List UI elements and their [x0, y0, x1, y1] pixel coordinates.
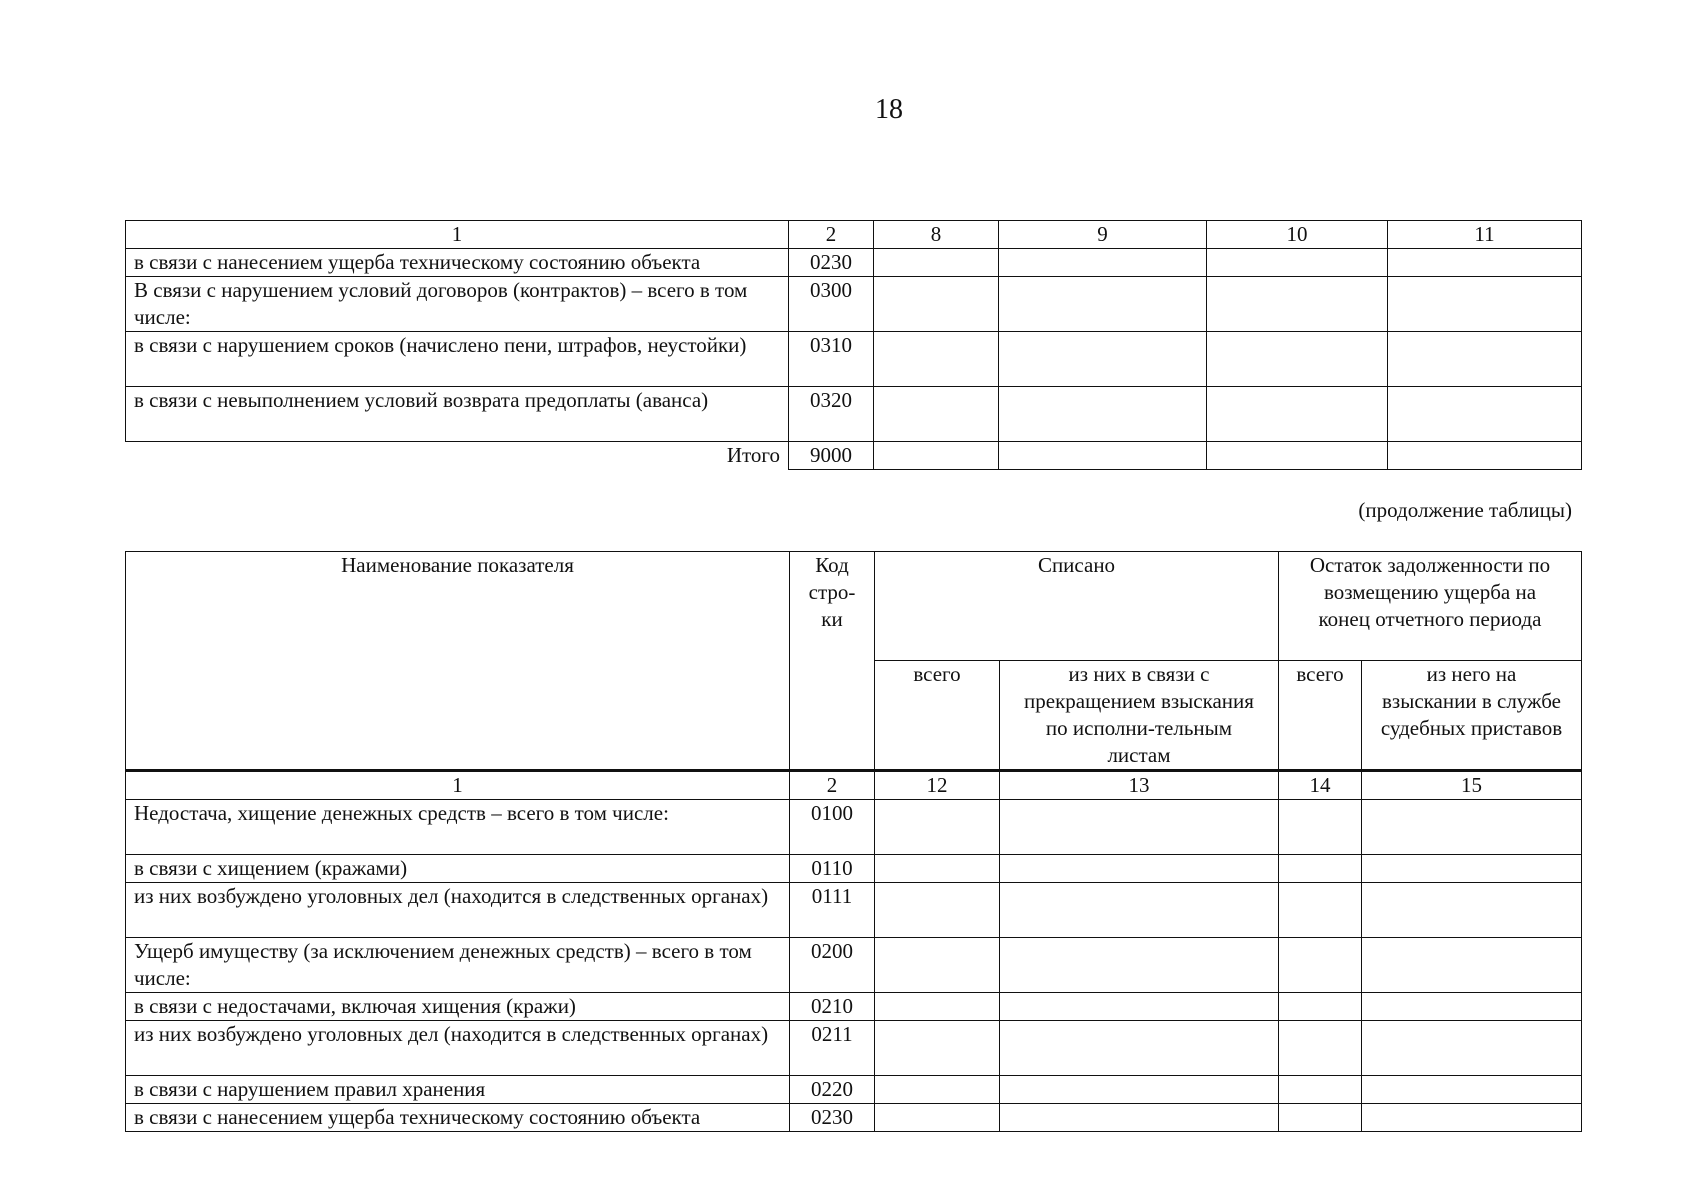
code-header-text: Код стро-ки — [808, 553, 856, 631]
indicator-header: Наименование показателя — [126, 552, 790, 771]
indicator-name: в связи с нарушением правил хранения — [126, 1076, 790, 1104]
value-cell[interactable] — [1388, 277, 1582, 332]
value-cell[interactable] — [1279, 1076, 1362, 1104]
value-cell[interactable] — [875, 800, 1000, 855]
value-cell[interactable] — [875, 883, 1000, 938]
value-cell[interactable] — [1388, 249, 1582, 277]
value-cell[interactable] — [1279, 938, 1362, 993]
value-cell[interactable] — [874, 387, 999, 442]
value-cell[interactable] — [1362, 1076, 1582, 1104]
value-cell[interactable] — [1362, 1021, 1582, 1076]
row-code: 0210 — [790, 993, 875, 1021]
value-cell[interactable] — [1279, 993, 1362, 1021]
row-code: 0220 — [790, 1076, 875, 1104]
indicator-name: в связи с нанесением ущерба техническому состоянию объекта — [126, 1104, 790, 1132]
row-code: 0111 — [790, 883, 875, 938]
value-cell[interactable] — [1279, 800, 1362, 855]
value-cell[interactable] — [1000, 938, 1279, 993]
indicator-name: в связи с невыполнением условий возврата предоплаты (аванса) — [126, 387, 789, 442]
value-cell[interactable] — [1279, 1104, 1362, 1132]
indicator-name: из них возбуждено уголовных дел (находится в следственных органах) — [126, 1021, 790, 1076]
value-cell[interactable] — [1000, 883, 1279, 938]
row-code: 0100 — [790, 800, 875, 855]
value-cell[interactable] — [999, 387, 1207, 442]
row-code: 0200 — [790, 938, 875, 993]
value-cell[interactable] — [875, 855, 1000, 883]
column-number: 12 — [875, 771, 1000, 800]
table-continuation-note: (продолжение таблицы) — [1358, 498, 1572, 522]
value-cell[interactable] — [1362, 883, 1582, 938]
value-cell[interactable] — [1362, 993, 1582, 1021]
table-row — [126, 1021, 1582, 1076]
column-number: 11 — [1388, 221, 1582, 249]
value-cell[interactable] — [1279, 855, 1362, 883]
column-number: 10 — [1207, 221, 1388, 249]
row-code: 0211 — [790, 1021, 875, 1076]
value-cell[interactable] — [874, 332, 999, 387]
value-cell[interactable] — [1362, 800, 1582, 855]
report-table-part-1 — [125, 220, 1582, 470]
table-row — [126, 800, 1582, 855]
value-cell[interactable] — [1388, 387, 1582, 442]
value-cell[interactable] — [1388, 332, 1582, 387]
indicator-name: в связи с хищением (кражами) — [126, 855, 790, 883]
indicator-name: Недостача, хищение денежных средств – всего в том числе: — [126, 800, 790, 855]
written-off-header: Списано — [875, 552, 1279, 661]
indicator-name: В связи с нарушением условий договоров (контрактов) – всего в том числе: — [126, 277, 789, 332]
value-cell[interactable] — [1362, 855, 1582, 883]
remaining-total-header: всего — [1279, 661, 1362, 771]
value-cell[interactable] — [1362, 938, 1582, 993]
indicator-name: в связи с нанесением ущерба техническому состоянию объекта — [126, 249, 789, 277]
table-row — [126, 277, 1582, 332]
value-cell[interactable] — [874, 442, 999, 470]
written-off-total-header: всего — [875, 661, 1000, 771]
row-code: 0110 — [790, 855, 875, 883]
value-cell[interactable] — [999, 277, 1207, 332]
indicator-name: в связи с нарушением сроков (начислено пени, штрафов, неустойки) — [126, 332, 789, 387]
value-cell[interactable] — [1000, 993, 1279, 1021]
value-cell[interactable] — [1207, 387, 1388, 442]
value-cell[interactable] — [1207, 332, 1388, 387]
table-row — [126, 1104, 1582, 1132]
row-code: 0230 — [789, 249, 874, 277]
column-number: 9 — [999, 221, 1207, 249]
table-row — [126, 855, 1582, 883]
value-cell[interactable] — [1362, 1104, 1582, 1132]
table-row — [126, 332, 1582, 387]
value-cell[interactable] — [875, 1021, 1000, 1076]
column-number: 13 — [1000, 771, 1279, 800]
value-cell[interactable] — [875, 1104, 1000, 1132]
value-cell[interactable] — [875, 938, 1000, 993]
column-numbers-row — [126, 221, 1582, 249]
value-cell[interactable] — [1207, 442, 1388, 470]
column-number: 2 — [790, 771, 875, 800]
table-row — [126, 387, 1582, 442]
value-cell[interactable] — [874, 277, 999, 332]
column-number: 1 — [126, 221, 789, 249]
value-cell[interactable] — [1000, 855, 1279, 883]
column-numbers-row — [126, 771, 1582, 800]
value-cell[interactable] — [1279, 1021, 1362, 1076]
indicator-name: из них возбуждено уголовных дел (находится в следственных органах) — [126, 883, 790, 938]
value-cell[interactable] — [1279, 883, 1362, 938]
value-cell[interactable] — [999, 442, 1207, 470]
value-cell[interactable] — [874, 249, 999, 277]
column-number: 1 — [126, 771, 790, 800]
remaining-debt-header: Остаток задолженности по возмещению ущерба на конец отчетного периода — [1279, 552, 1582, 661]
value-cell[interactable] — [1000, 1104, 1279, 1132]
value-cell[interactable] — [1000, 800, 1279, 855]
indicator-name: Ущерб имуществу (за исключением денежных средств) – всего в том числе: — [126, 938, 790, 993]
indicator-name: в связи с недостачами, включая хищения (кражи) — [126, 993, 790, 1021]
page-number: 18 — [875, 94, 903, 125]
column-number: 2 — [789, 221, 874, 249]
row-code: 0310 — [789, 332, 874, 387]
row-code: 0300 — [789, 277, 874, 332]
value-cell[interactable] — [1000, 1021, 1279, 1076]
table-row — [126, 993, 1582, 1021]
value-cell[interactable] — [875, 1076, 1000, 1104]
table-row — [126, 883, 1582, 938]
row-code: 0320 — [789, 387, 874, 442]
written-off-of-which-header: из них в связи с прекращением взыскания по исполни-тельным листам — [1000, 661, 1279, 771]
code-header — [790, 552, 875, 771]
value-cell[interactable] — [1207, 249, 1388, 277]
total-row — [126, 442, 1582, 470]
table-row — [126, 938, 1582, 993]
report-table-part-2 — [125, 551, 1582, 1132]
value-cell[interactable] — [999, 332, 1207, 387]
value-cell[interactable] — [875, 993, 1000, 1021]
row-code: 9000 — [789, 442, 874, 470]
value-cell[interactable] — [1388, 442, 1582, 470]
column-number: 8 — [874, 221, 999, 249]
table-row — [126, 1076, 1582, 1104]
column-number: 15 — [1362, 771, 1582, 800]
header-row — [126, 552, 1582, 661]
column-number: 14 — [1279, 771, 1362, 800]
table-row — [126, 249, 1582, 277]
value-cell[interactable] — [999, 249, 1207, 277]
value-cell[interactable] — [1207, 277, 1388, 332]
value-cell[interactable] — [1000, 1076, 1279, 1104]
total-label: Итого — [126, 442, 789, 470]
remaining-of-which-header: из него на взыскании в службе судебных приставов — [1362, 661, 1582, 771]
row-code: 0230 — [790, 1104, 875, 1132]
